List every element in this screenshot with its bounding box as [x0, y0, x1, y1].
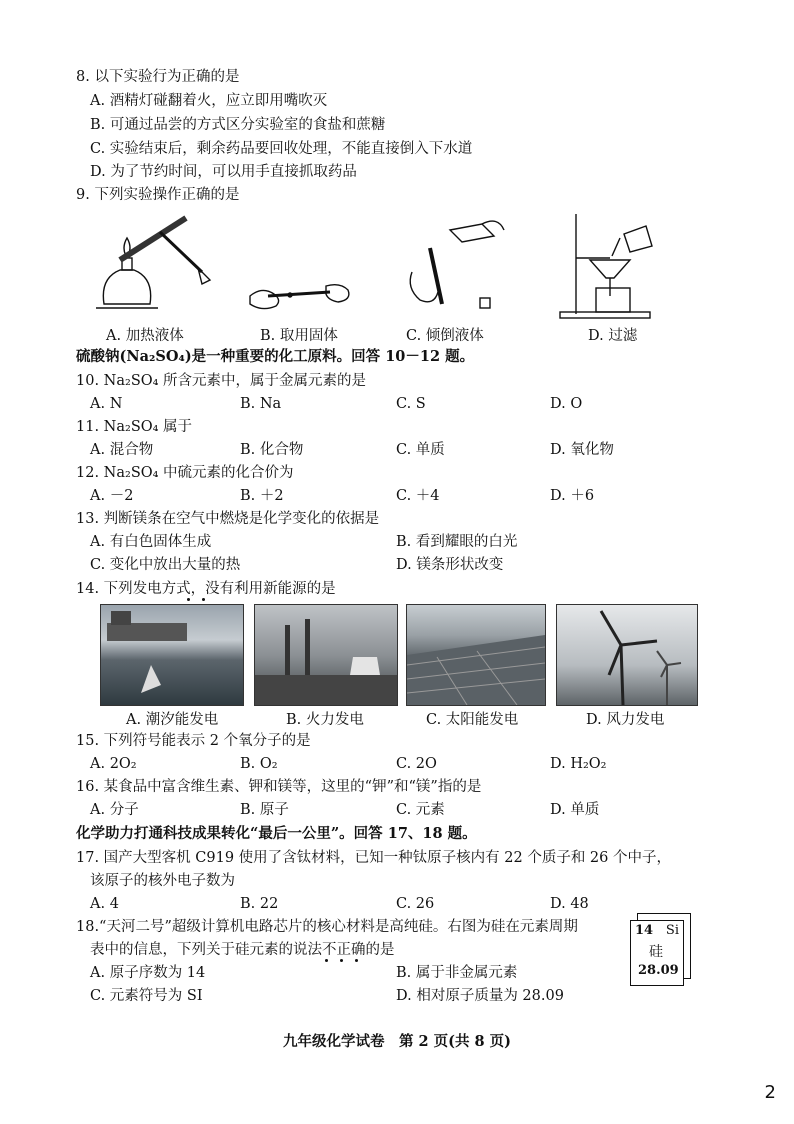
- q10-option-c: C. S: [396, 396, 426, 412]
- q16-stem: 16. 某食品中富含维生素、钾和镁等，这里的“钾”和“镁”指的是: [76, 779, 482, 795]
- q18-option-c: C. 元素符号为 SI: [90, 988, 203, 1004]
- silicon-element-cell: [630, 920, 684, 986]
- q8-option-b: B. 可通过品尝的方式区分实验室的食盐和蔗糖: [90, 117, 386, 133]
- q11-stem: 11. Na₂SO₄ 属于: [76, 419, 193, 435]
- q10-option-b: B. Na: [240, 396, 282, 412]
- element-symbol: Si: [665, 923, 679, 938]
- intro-10-12: 硫酸钠(Na₂SO₄)是一种重要的化工原料。回答 10－12 题。: [76, 348, 475, 365]
- q11-option-b: B. 化合物: [240, 442, 304, 458]
- q12-stem: 12. Na₂SO₄ 中硫元素的化合价为: [76, 465, 294, 481]
- q9-stem: 9. 下列实验操作正确的是: [76, 187, 240, 203]
- q13-stem: 13. 判断镁条在空气中燃烧是化学变化的依据是: [76, 511, 380, 527]
- pouring-liquid-icon: [410, 221, 504, 308]
- q12-option-d: D. ＋6: [550, 488, 595, 504]
- q13-option-d: D. 镁条形状改变: [396, 557, 504, 573]
- q17-stem-cont: 该原子的核外电子数为: [90, 873, 235, 889]
- q13-option-c: C. 变化中放出大量的热: [90, 557, 241, 573]
- q8-option-d: D. 为了节约时间，可以用手直接抓取药品: [90, 164, 357, 180]
- q9-caption-c: C. 倾倒液体: [406, 328, 484, 344]
- emphasis-dot: [325, 959, 328, 962]
- page-number: 2: [764, 1082, 776, 1103]
- q16-option-a: A. 分子: [90, 802, 139, 818]
- q14-caption-d: D. 风力发电: [586, 712, 665, 728]
- q8-stem: 8. 以下实验行为正确的是: [76, 69, 240, 85]
- q16-option-c: C. 元素: [396, 802, 445, 818]
- q16-option-d: D. 单质: [550, 802, 600, 818]
- page-footer: 九年级化学试卷 第 2 页(共 8 页): [282, 1033, 512, 1050]
- intro-17-18: 化学助力打通科技成果转化“最后一公里”。回答 17、18 题。: [76, 825, 477, 842]
- q9-caption-a: A. 加热液体: [106, 328, 184, 344]
- emphasis-dot: [355, 959, 358, 962]
- q14-caption-b: B. 火力发电: [286, 712, 364, 728]
- thermal-power-photo: [254, 604, 398, 706]
- q12-option-c: C. ＋4: [396, 488, 440, 504]
- q17-option-d: D. 48: [550, 896, 589, 912]
- q17-option-b: B. 22: [240, 896, 279, 912]
- q9-caption-d: D. 过滤: [588, 328, 638, 344]
- q10-stem: 10. Na₂SO₄ 所含元素中，属于金属元素的是: [76, 373, 367, 389]
- q18-stem: 18.“天河二号”超级计算机电路芯片的核心材料是高纯硅。右图为硅在元素周期: [76, 919, 578, 935]
- q18-option-d: D. 相对原子质量为 28.09: [396, 988, 564, 1004]
- q17-option-c: C. 26: [396, 896, 435, 912]
- q13-option-a: A. 有白色固体生成: [90, 534, 212, 550]
- wind-power-photo: [556, 604, 698, 706]
- emphasis-dot: [202, 598, 205, 601]
- q8-option-a: A. 酒精灯碰翻着火，应立即用嘴吹灭: [90, 93, 328, 109]
- q16-option-b: B. 原子: [240, 802, 289, 818]
- q15-option-c: C. 2O: [396, 756, 437, 772]
- q8-option-c: C. 实验结束后，剩余药品要回收处理，不能直接倒入下水道: [90, 141, 473, 157]
- alcohol-lamp-heating-icon: [96, 218, 210, 308]
- atomic-mass: 28.09: [638, 963, 679, 978]
- atomic-number: 14: [635, 923, 654, 938]
- q15-option-b: B. O₂: [240, 756, 278, 772]
- solid-taking-icon: [250, 285, 349, 309]
- emphasis-dot: [340, 959, 343, 962]
- q14-stem: 14. 下列发电方式，没有利用新能源的是: [76, 581, 336, 597]
- q9-caption-b: B. 取用固体: [260, 328, 338, 344]
- q10-option-d: D. O: [550, 396, 583, 412]
- q17-stem: 17. 国产大型客机 C919 使用了含钛材料，已知一种钛原子核内有 22 个质子和 26 个中子，: [76, 850, 671, 866]
- q10-option-a: A. N: [90, 396, 123, 412]
- q11-option-a: A. 混合物: [90, 442, 154, 458]
- q17-option-a: A. 4: [90, 896, 119, 912]
- q11-option-d: D. 氧化物: [550, 442, 614, 458]
- q14-caption-c: C. 太阳能发电: [426, 712, 519, 728]
- element-name: 硅: [649, 944, 663, 960]
- tidal-power-photo: [100, 604, 244, 706]
- q15-option-d: D. H₂O₂: [550, 756, 607, 772]
- q12-option-b: B. ＋2: [240, 488, 284, 504]
- q13-option-b: B. 看到耀眼的白光: [396, 534, 518, 550]
- q12-option-a: A. －2: [90, 488, 134, 504]
- q9-lab-illustrations: [90, 208, 690, 324]
- q18-option-b: B. 属于非金属元素: [396, 965, 518, 981]
- filtration-apparatus-icon: [560, 214, 652, 318]
- q18-stem-cont: 表中的信息，下列关于硅元素的说法不正确的是: [90, 942, 395, 958]
- q14-caption-a: A. 潮汐能发电: [126, 712, 219, 728]
- q15-option-a: A. 2O₂: [90, 756, 137, 772]
- solar-power-photo: [406, 604, 546, 706]
- q11-option-c: C. 单质: [396, 442, 445, 458]
- q15-stem: 15. 下列符号能表示 2 个氧分子的是: [76, 733, 311, 749]
- q18-option-a: A. 原子序数为 14: [90, 965, 206, 981]
- emphasis-dot: [187, 598, 190, 601]
